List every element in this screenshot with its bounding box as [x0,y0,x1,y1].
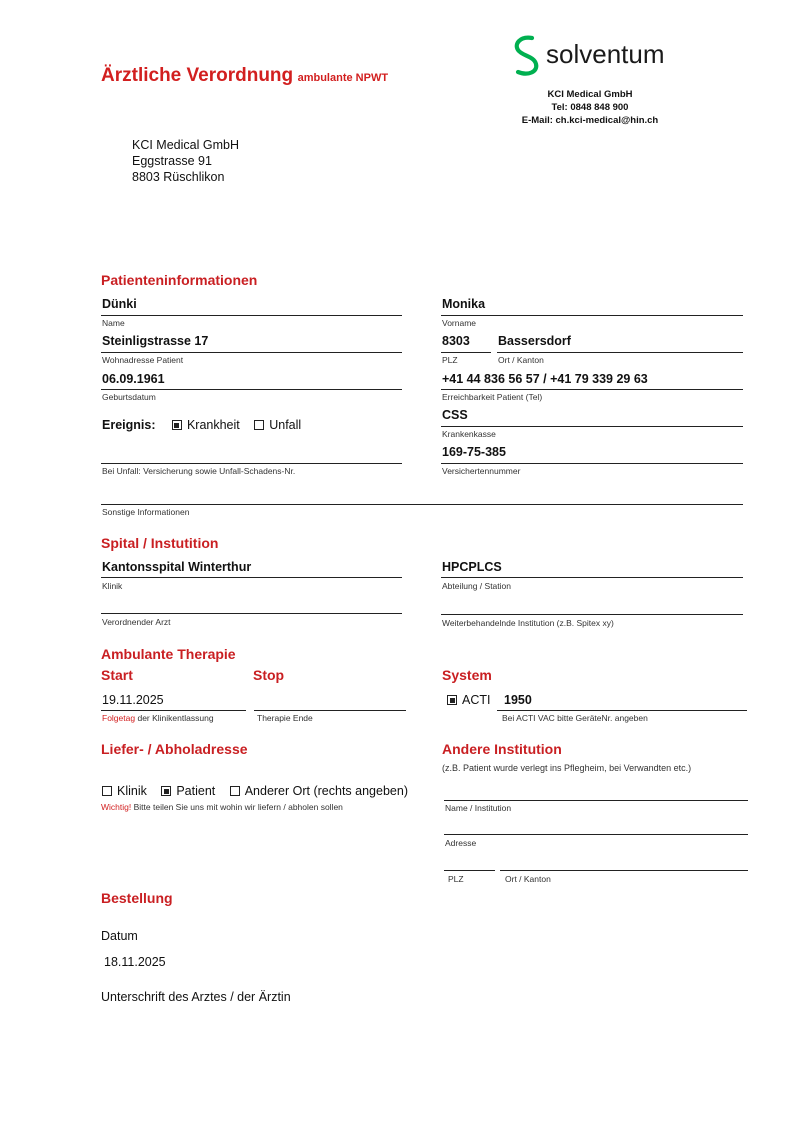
patient-plz-value[interactable]: 8303 [442,334,470,348]
hospital-clinic-value[interactable]: Kantonsspital Winterthur [102,560,252,574]
solventum-logo [510,34,690,80]
event-label: Ereignis: [102,418,156,432]
therapy-stop-sub: Therapie Ende [257,713,313,723]
checkbox-empty-icon[interactable] [102,786,112,796]
company-phone: Tel: 0848 848 900 [551,102,629,113]
accident-insurance-label: Bei Unfall: Versicherung sowie Unfall-Schadens-Nr. [102,466,296,476]
delivery-options [102,782,408,800]
divider [441,315,743,316]
therapy-start-sub: Folgetag der Klinikentlassung [102,713,214,723]
patient-ort-label: Ort / Kanton [498,355,544,365]
company-contact [505,88,675,127]
patient-name-value[interactable]: Dünki [102,297,137,311]
patient-address-value[interactable]: Steinligstrasse 17 [102,334,209,348]
other-institution-plz-label: PLZ [448,874,464,884]
patient-address-label: Wohnadresse Patient [102,355,184,365]
other-institution-note: (z.B. Patient wurde verlegt ins Pflegheim, bei Verwandten etc.) [442,763,692,773]
delivery-option-klinik[interactable]: Klinik [102,784,147,798]
other-info-label: Sonstige Informationen [102,507,190,517]
recipient-line: KCI Medical GmbH [132,138,239,152]
section-title-therapy: Ambulante Therapie [101,646,236,662]
divider [497,710,747,711]
divider [254,710,406,711]
section-title-order: Bestellung [101,890,173,906]
event-option-unfall[interactable]: Unfall [254,418,301,432]
company-name: KCI Medical GmbH [547,89,633,100]
divider [500,870,748,871]
patient-insured-no-value[interactable]: 169-75-385 [442,445,506,459]
device-number-value[interactable]: 1950 [504,693,532,707]
patient-name-label: Name [102,318,125,328]
patient-ort-value[interactable]: Bassersdorf [498,334,571,348]
system-note: Bei ACTI VAC bitte GeräteNr. angeben [502,713,648,723]
hospital-station-value[interactable]: HPCPLCS [442,560,502,574]
divider [101,710,246,711]
delivery-note: Wichtig! Bitte teilen Sie uns mit wohin wir liefern / abholen sollen [101,802,343,812]
patient-vorname-value[interactable]: Monika [442,297,486,311]
patient-phone-value[interactable]: +41 44 836 56 57 / +41 79 339 29 63 [442,372,648,386]
event-row [102,416,301,434]
divider [101,504,743,505]
hospital-clinic-label: Klinik [102,581,123,591]
divider [444,870,495,871]
document-title-block [101,65,388,87]
company-email: E-Mail: ch.kci-medical@hin.ch [521,115,659,126]
divider [441,577,743,578]
section-title-patient: Patienteninformationen [101,272,258,288]
therapy-stop-label: Stop [253,667,285,683]
document-title: Ärztliche Verordnung [101,65,294,86]
patient-vorname-label: Vorname [442,318,477,328]
patient-phone-label: Erreichbarkeit Patient (Tel) [442,392,543,402]
divider [444,834,748,835]
logo-text: solventum [546,39,665,69]
divider [441,463,743,464]
therapy-system-label: System [442,667,492,683]
document-subtitle: ambulante NPWT [297,72,389,84]
divider [441,614,743,615]
follow-institution-label: Weiterbehandelnde Institution (z.B. Spitex xy) [442,618,614,628]
system-option-acti[interactable]: ACTI [447,693,490,707]
other-institution-name-label: Name / Institution [445,803,512,813]
patient-dob-label: Geburtsdatum [102,392,156,402]
order-date-value[interactable]: 18.11.2025 [104,955,166,969]
solventum-logo-icon [510,34,544,78]
divider [497,352,743,353]
divider [101,352,402,353]
patient-plz-label: PLZ [442,355,458,365]
recipient-line: 8803 Rüschlikon [132,170,225,184]
other-institution-ort-label: Ort / Kanton [505,874,551,884]
recipient-line: Eggstrasse 91 [132,154,212,168]
section-title-delivery: Liefer- / Abholadresse [101,741,248,757]
divider [101,613,402,614]
order-date-label: Datum [101,929,138,943]
delivery-option-patient[interactable]: Patient [161,784,215,798]
checkbox-empty-icon[interactable] [254,420,264,430]
doctor-label: Verordnender Arzt [102,617,171,627]
patient-insurance-value[interactable]: CSS [442,408,468,422]
signature-label: Unterschrift des Arztes / der Ärztin [101,990,291,1004]
section-title-other-institution: Andere Institution [442,741,562,757]
divider [101,315,402,316]
divider [441,389,743,390]
divider [101,389,402,390]
patient-insured-no-label: Versichertennummer [442,466,521,476]
divider [441,352,491,353]
recipient-address [132,137,239,185]
checkbox-checked-icon[interactable] [447,695,457,705]
checkbox-empty-icon[interactable] [230,786,240,796]
patient-dob-value[interactable]: 06.09.1961 [102,372,165,386]
divider [101,463,402,464]
hospital-station-label: Abteilung / Station [442,581,511,591]
event-option-krankheit[interactable]: Krankheit [172,418,240,432]
section-title-hospital: Spital / Instutition [101,535,219,551]
therapy-start-label: Start [101,667,133,683]
delivery-option-other[interactable]: Anderer Ort (rechts angeben) [230,784,408,798]
therapy-start-date[interactable]: 19.11.2025 [102,693,164,707]
divider [441,426,743,427]
checkbox-checked-icon[interactable] [161,786,171,796]
divider [101,577,402,578]
divider [444,800,748,801]
patient-insurance-label: Krankenkasse [442,429,496,439]
other-institution-address-label: Adresse [445,838,477,848]
checkbox-checked-icon[interactable] [172,420,182,430]
